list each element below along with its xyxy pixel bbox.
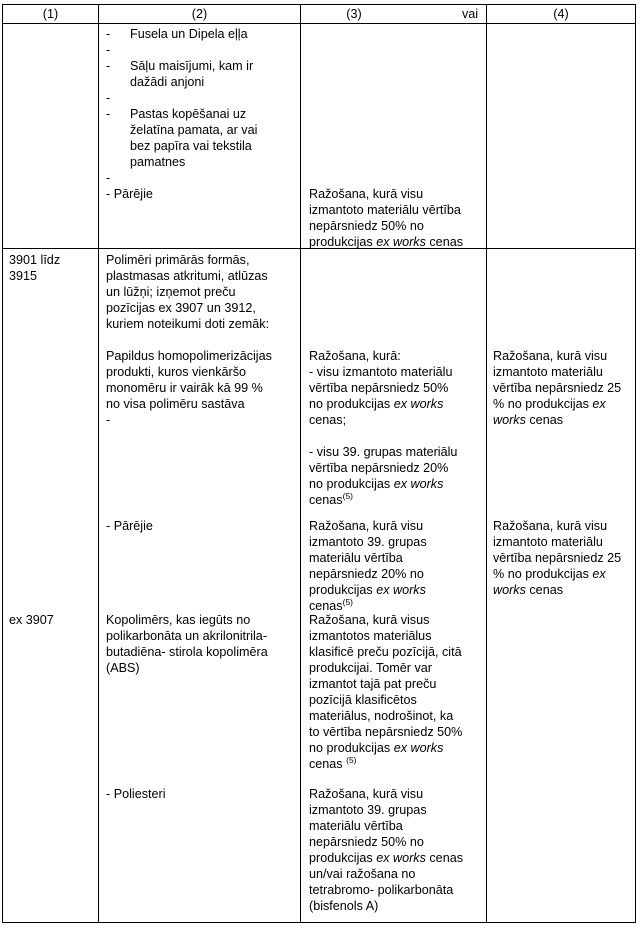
rule-text: tetrabromo- polikarbonāta — [309, 883, 454, 897]
description-text: kuriem noteikumi doti zemāk: — [106, 317, 270, 331]
rule-text: Ražošana, kurā visu — [309, 187, 424, 201]
other-label: - Poliesteri — [106, 787, 166, 801]
description-text: butadiēna- stirola kopolimēra — [106, 645, 268, 659]
header-col2: (2) — [191, 7, 208, 21]
alt-rule-text: works cenas — [493, 413, 563, 427]
list-item-text: želatīna pamata, ar vai — [130, 123, 258, 137]
column-divider — [300, 24, 301, 922]
rule-text: produkcijas ex works cenas — [309, 851, 463, 865]
description-text: Papildus homopolimerizācijas — [106, 349, 272, 363]
rule-text: produkcijai. Tomēr var — [309, 661, 432, 675]
other-label: - Pārējie — [106, 519, 153, 533]
alt-rule-text: izmantoto materiālu — [493, 535, 603, 549]
rule-text: izmantoto materiālu vērtība — [309, 203, 461, 217]
alt-rule-text: vērtība nepārsniedz 25 — [493, 551, 622, 565]
rule-text: vērtība nepārsniedz 50% — [309, 381, 449, 395]
header-col4: (4) — [553, 7, 569, 21]
rule-text: cenas$^{(5)}$ — [309, 491, 353, 507]
alt-rule-text: Ražošana, kurā visu — [493, 349, 608, 363]
alt-rule-text: izmantoto materiālu — [493, 365, 603, 379]
list-dash: - — [106, 91, 111, 105]
header-col3: (3) — [346, 7, 362, 21]
rule-text: no produkcijas ex works — [309, 477, 444, 491]
heading-code: 3915 — [9, 269, 38, 283]
description-text: plastmasas atkritumi, atlūzas — [106, 269, 268, 283]
rules-table — [2, 24, 636, 923]
description-text: no visa polimēru sastāva — [106, 397, 245, 411]
list-item-text: dažādi anjoni — [130, 75, 205, 89]
description-text: un lūžņi; izņemot preču — [106, 285, 236, 299]
rule-text: cenas$^{(5)}$ — [309, 597, 353, 613]
rule-text: pozīcijā klasificētos — [309, 693, 417, 707]
list-item-text: Fusela un Dipela eļļa — [130, 27, 248, 41]
heading-code: 3901 līdz — [9, 253, 61, 267]
rule-text: no produkcijas ex works — [309, 741, 444, 755]
footnote-ref: (5) — [342, 597, 353, 607]
rule-text: nepārsniedz 50% no — [309, 219, 424, 233]
alt-rule-text: % no produkcijas ex — [493, 397, 606, 411]
rule-text: materiālus, nodrošinot, ka — [309, 709, 454, 723]
rule-text: Ražošana, kurā: — [309, 349, 401, 363]
description-text: monomēru ir vairāk kā 99 % — [106, 381, 263, 395]
list-item-text: Sāļu maisījumi, kam ir — [130, 59, 254, 73]
description-text: pozīcijas ex 3907 un 3912, — [106, 301, 256, 315]
rule-text: materiālu vērtība — [309, 819, 403, 833]
column-divider — [98, 24, 99, 922]
alt-rule-text: Ražošana, kurā visu — [493, 519, 608, 533]
rule-text: Ražošana, kurā visu — [309, 519, 424, 533]
list-item-text: pamatnes — [130, 155, 186, 169]
rule-text: izmantoto 39. grupas — [309, 803, 427, 817]
header-col1: (1) — [42, 7, 59, 21]
description-text: polikarbonāta un akrilonitrila- — [106, 629, 268, 643]
column-divider — [486, 24, 487, 922]
rule-text: klasificē preču pozīcijā, citā — [309, 645, 462, 659]
rule-text: izmantot tajā pat preču — [309, 677, 437, 691]
rule-text: nepārsniedz 50% no — [309, 835, 424, 849]
rule-text: produkcijas ex works — [309, 583, 426, 597]
list-dash: - — [106, 27, 111, 41]
rule-text: - visu 39. grupas materiālu — [309, 445, 458, 459]
table-header — [2, 4, 636, 24]
list-dash: - — [106, 171, 111, 185]
rule-text: produkcijas ex works cenas — [309, 235, 463, 249]
rule-text: izmantotos materiālus — [309, 629, 432, 643]
rule-text: cenas $^{(5)}$ — [309, 755, 357, 771]
alt-rule-text: vērtība nepārsniedz 25 — [493, 381, 622, 395]
list-dash: - — [106, 43, 111, 57]
footnote-ref: (5) — [346, 755, 357, 765]
list-item-text: bez papīra vai tekstila — [130, 139, 252, 153]
list-dash: - — [106, 107, 111, 121]
header-vai: vai — [461, 7, 479, 21]
list-dash: - — [106, 59, 111, 73]
description-text: Polimēri primārās formās, — [106, 253, 250, 267]
alt-rule-text: works cenas — [493, 583, 563, 597]
other-label: - Pārējie — [106, 187, 153, 201]
rule-text: materiālu vērtība — [309, 551, 403, 565]
rule-text: vērtība nepārsniedz 20% — [309, 461, 449, 475]
description-text: Kopolimērs, kas iegūts no — [106, 613, 251, 627]
rule-text: un/vai ražošana no — [309, 867, 416, 881]
rule-text: izmantoto 39. grupas — [309, 535, 427, 549]
rule-text: to vērtība nepārsniedz 50% — [309, 725, 463, 739]
rule-text: - visu izmantoto materiālu — [309, 365, 453, 379]
footnote-ref: (5) — [342, 491, 353, 501]
description-text: produkti, kuros vienkāršo — [106, 365, 246, 379]
list-item-text: Pastas kopēšanai uz — [130, 107, 247, 121]
description-text: (ABS) — [106, 661, 140, 675]
heading-code: ex 3907 — [9, 613, 54, 627]
rule-text: Ražošana, kurā visus — [309, 613, 430, 627]
rule-text: nepārsniedz 20% no — [309, 567, 424, 581]
rule-text: cenas; — [309, 413, 347, 427]
rule-text: (bisfenols A) — [309, 899, 379, 913]
alt-rule-text: % no produkcijas ex — [493, 567, 606, 581]
rule-text: Ražošana, kurā visu — [309, 787, 424, 801]
list-dash: - — [106, 413, 111, 427]
rule-text: no produkcijas ex works — [309, 397, 444, 411]
